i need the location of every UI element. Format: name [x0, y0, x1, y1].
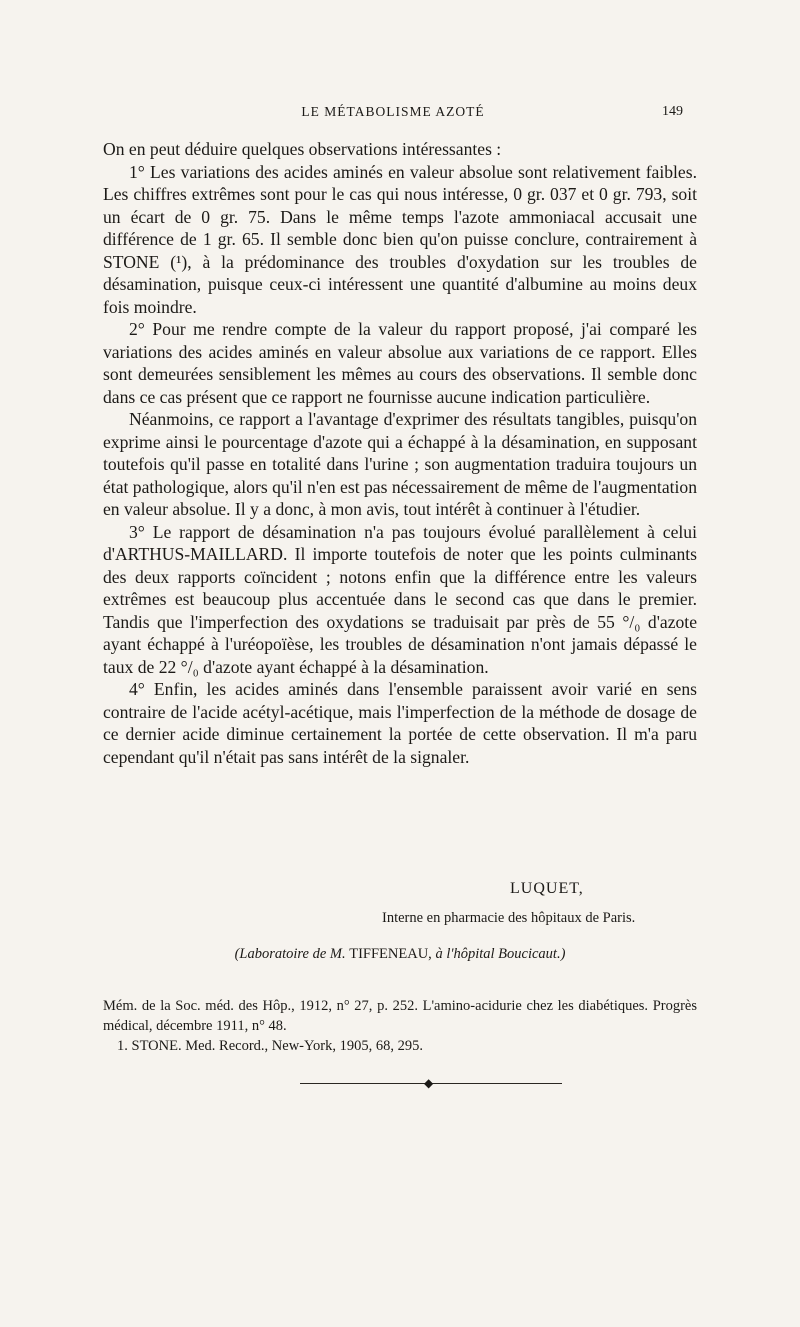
paragraph-neanmoins: Néanmoins, ce rapport a l'avantage d'exprimer des résultats tangibles, puisqu'on exprime ainsi le pourcentage d'azote qui a échappé à la désamination, en supposant toutefois qu'il passe en totalité dans l'urine ; son augmentation traduira toujours un état pathologique, alors qu'il n'en est pas nécessairement de même de l'augmentation en valeur absolue. Il y a donc, à mon avis, tout intérêt à continuer à l'étudier. — [103, 409, 697, 519]
intro-paragraph: On en peut déduire quelques observations intéressantes : — [103, 139, 502, 159]
laboratory-line — [0, 946, 800, 963]
paragraph-point-2: 2° Pour me rendre compte de la valeur du rapport proposé, j'ai comparé les variations des acides aminés en valeur absolue aux variations de ce rapport. Elles sont demeurées sensiblement les mêmes au cours des observations. Il semble donc dans ce cas présent que ce rapport ne fournisse aucune indication particulière. — [103, 319, 697, 407]
references — [103, 996, 697, 1056]
page-number: 149 — [662, 104, 683, 119]
diamond-ornament-icon: ◆ — [424, 1076, 434, 1090]
laboratory-prefix: (Laboratoire de M. — [234, 946, 346, 962]
running-title: LE MÉTABOLISME AZOTÉ — [301, 104, 485, 119]
reference-item: Mém. de la Soc. méd. des Hôp., 1912, n° 27, p. 252. L'amino-acidurie chez les diabétiques. Progrès médical, décembre 1911, n° 48. — [103, 998, 697, 1034]
paragraph-point-1: 1° Les variations des acides aminés en valeur absolue sont relativement faibles. Les chiffres extrêmes sont pour le cas qui nous intéresse, 0 gr. 037 et 0 gr. 793, soit un écart de 0 gr. 75. Dans le même temps l'azote ammoniacal accusait une différence de 1 gr. 65. Il semble donc bien qu'on puisse conclure, contrairement à STONE (¹), à la prédominance des troubles d'oxydation sur les troubles de désamination, puisque ceux-ci intéressent une quantité d'albumine au moins deux fois moindre. — [103, 161, 697, 317]
author-signature: LUQUET, — [510, 880, 584, 897]
author-title: Interne en pharmacie des hôpitaux de Paris. — [382, 910, 636, 926]
paragraph-point-3: 3° Le rapport de désamination n'a pas toujours évolué parallèlement à celui d'ARTHUS-MAILLARD. Il importe toutefois de noter que les points culminants des deux rapports coïncident ; notons enfin que la différence entre les valeurs extrêmes est beaucoup plus accentuée dans le second cas que dans le premier. Tandis que l'imperfection des oxydations se traduisait par près de 55 °/₀ d'azote ayant échappé à l'uréopoïèse, les troubles de désamination n'ont jamais dépassé le taux de 22 °/₀ d'azote ayant échappé à la désamination. — [103, 521, 697, 677]
page-header — [103, 104, 683, 126]
paragraph-point-4: 4° Enfin, les acides aminés dans l'ensemble paraissent avoir varié en sens contraire de l'acide acétyl-acétique, mais l'imperfection de la méthode de dosage de ce dernier acide diminue certainement la portée de cette observation. Il m'a paru cependant qu'il n'était pas sans intérêt de la signaler. — [103, 679, 697, 767]
laboratory-suffix: à l'hôpital Boucicaut.) — [435, 946, 566, 962]
footnote-item: 1. STONE. Med. Record., New-York, 1905, 68, 295. — [117, 1038, 423, 1054]
body-text — [103, 138, 697, 768]
laboratory-director: TIFFENEAU, — [349, 946, 432, 962]
